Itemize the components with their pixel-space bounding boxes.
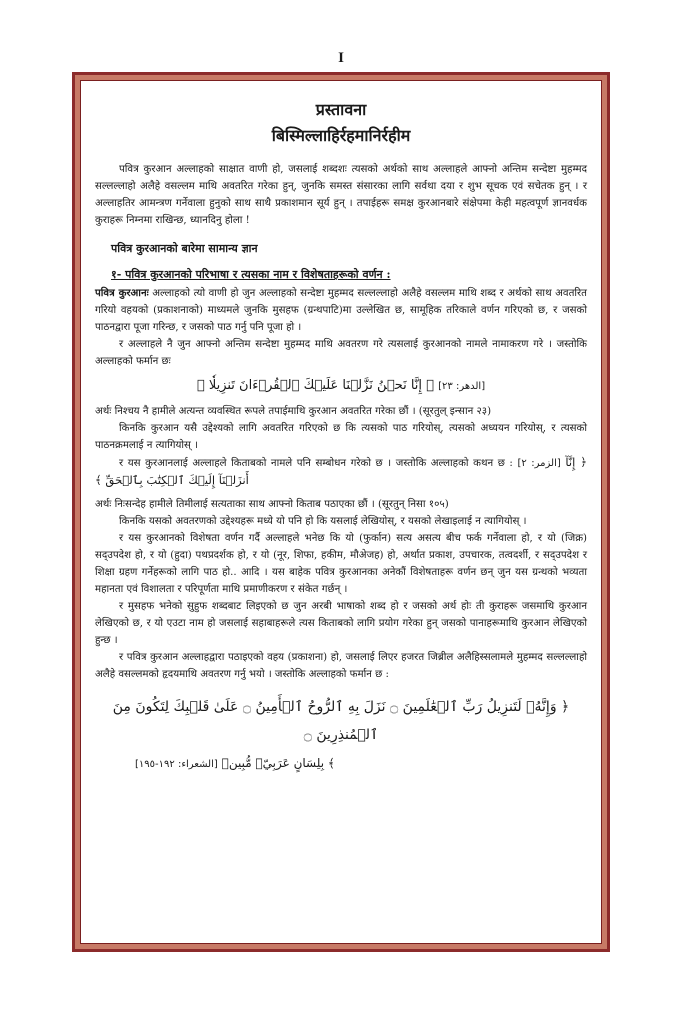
kitab-intro-text: र यस कुरआनलाई अल्लाहले किताबको नामले पनि सम्बोधन गरेको छ । जस्तोकि अल्लाहको कथन छ :: [119, 458, 513, 469]
verse-2-reference: [الزمر: ٢]: [517, 458, 561, 469]
subsection-heading: १- पवित्र कुरआनको परिभाषा र त्यसका नाम र विशेषताहरूको वर्णन :: [111, 268, 391, 281]
page-content: [80, 80, 602, 944]
decorative-page-frame: [72, 72, 610, 952]
kitab-paragraph: [95, 454, 587, 490]
page-number: I: [338, 50, 344, 66]
qualities-paragraph: र यस कुरआनको विशेषता वर्णन गर्दै अल्लाहले भनेछ कि यो (फुर्कान) सत्य असत्य बीच फर्क गर्नेवाला हो, र यो (जिक्र) सद्उपदेश हो, र यो (हुदा) पथप्रदर्शक हो, र यो (नूर, शिफा, हकीम, मौअेजह) हो, अर्थात प्रकाश, उपचारक, तत्वदर्शी, र सद्उपदेश र शिक्षा ग्रहण गर्नेहरूको लागि पाठ हो.. आदि । यस बाहेक पवित्र कुरआनका अनेकौं विशेषताहरू वर्णन छन् जुन यस ग्रन्थको भव्यता महानता एवं विशालता र परिपूर्णता माथि प्रमाणीकरण र संकेत गर्छन् ।: [95, 533, 587, 595]
verse-2-text: ﴿ إِنَّآ أَنزَلۡنَآ إِلَيۡكَ ٱلۡكِتَٰبَ بِٱلۡحَقِّ ﴾: [95, 455, 587, 487]
definition-lead: पवित्र कुरआनः: [95, 287, 149, 299]
quran-verse-3: ﴿ وَإِنَّهُۥ لَتَنزِيلُ رَبِّ ٱلۡعَٰلَمِينَ ۝ نَزَلَ بِهِ ٱلرُّوحُ ٱلۡأَمِينُ ۝ عَلَىٰ قَلۡبِكَ لِتَكُونَ مِنَ ٱلۡمُنذِرِينَ ۝: [112, 699, 570, 743]
verse-1-text: ﴿ إِنَّا نَحۡنُ نَزَّلۡنَا عَلَيۡكَ ٱلۡقُرۡءَانَ تَنزِيلٗا ﴾: [196, 378, 434, 393]
definition-text: अल्लाहको त्यो वाणी हो जुन अल्लाहको सन्देष्टा मुहम्मद सल्लल्लाहो अलैहे वसल्लम माथि शब्द र अर्थको साथ अवतरित गरियो वहयको (प्रकाशनाको) माध्यमले जुनकि मुसहफ (ग्रन्थपाटि)मा उल्लेखित छ, सामूहिक तरिकाले वर्णन गरिएको छ, र जसको पाठनद्वारा पूजा गरिन्छ, र जसको पाठ गर्नु पनि पूजा हो ।: [95, 288, 587, 333]
purpose-2-paragraph: किनकि यसको अवतरणको उद्देश्यहरू मध्ये यो पनि हो कि यसलाई लेखियोस्, र यसको लेखाइलाई न त्यागियोस् ।: [119, 516, 527, 527]
meaning-1-paragraph: अर्थः निश्चय नै हामीले अत्यन्त व्यवस्थित रूपले तपाईमाथि कुरआन अवतरित गरेका छौं । (सूरतुल् इन्सान २३): [95, 406, 492, 417]
purpose-1-paragraph: किनकि कुरआन यसै उद्देश्यको लागि अवतरित गरिएको छ कि त्यसको पाठ गरियोस्, त्यसको अध्ययन गरियोस्, र त्यसको पाठनक्रमलाई न त्यागियोस् ।: [95, 423, 587, 451]
quran-verse-3-end: [135, 751, 587, 777]
page-title: प्रस्तावना: [315, 100, 367, 119]
verse-3-reference: [الشعراء: ١٩٢-١٩٥]: [135, 759, 218, 770]
definition-paragraph: [95, 285, 587, 336]
verse-1-reference: [الدهر: ٢٣]: [438, 381, 486, 392]
page-subtitle: बिस्मिल्लाहिर्रहमानिर्रहीम: [271, 126, 411, 145]
meaning-2-paragraph: अर्थः निःसन्देह हामीले तिमीलाई सत्यताका साथ आफ्नो किताब पठाएका छौं । (सूरतुन् निसा १०५): [95, 499, 449, 510]
naming-paragraph: र अल्लाहले नै जुन आफ्नो अन्तिम सन्देष्टा मुहम्मद माथि अवतरण गरे त्यसलाई कुरआनको नामले नामाकरण गरे । जस्तोकि अल्लाहको फर्मान छः: [95, 339, 587, 367]
intro-paragraph: पवित्र कुरआन अल्लाहको साक्षात वाणी हो, जसलाई शब्दशः त्यसको अर्थको साथ अल्लाहले आफ्नो अन्तिम सन्देष्टा मुहम्मद सल्लल्लाहो अलैहे वसल्लम माथि अवतरित गरेका हुन्, जुनकि समस्त संसारका लागि सर्वथा दया र शुभ सूचक एवं सचेतक हुन् । र अल्लाहतिर आमन्त्रण गर्नेवाला हुनुको साथ साथै प्रकाशमान सूर्य हुन् । तपाईहरू समक्ष कुरआनबारे संक्षेपमा केही महत्वपूर्ण ज्ञानवर्धक कुराहरू निम्नमा राखिन्छ, ध्यानदिनु होला !: [95, 164, 587, 226]
quran-verse-1: [95, 374, 587, 399]
mushaf-paragraph: र मुसहफ भनेको सुहुफ शब्दबाट लिइएको छ जुन अरबी भाषाको शब्द हो र जसको अर्थ होः ती कुराहरू जसमाथि कुरआन लेखिएको छ, र यो एउटा नाम हो जसलाई सहाबाहरूले त्यस किताबको लागि प्रयोग गरेका हुन् जसको पानाहरूमाथि कुरआन लेखिएको हुन्छ ।: [95, 601, 587, 646]
verse-3-end-text: بِلِسَانٍ عَرَبِيّٖ مُّبِينٖ ﴾: [221, 756, 335, 770]
revelation-paragraph: र पवित्र कुरआन अल्लाहद्वारा पठाइएको वहय (प्रकाशना) हो, जसलाई लिएर हजरत जिब्रील अलैहिस्सलामले मुहम्मद सल्लल्लाहो अलैहे वसल्लमको हृदयमाथि अवतरण गर्नु भयो । जस्तोकि अल्लाहको फर्मान छ :: [95, 652, 587, 680]
section-heading: पवित्र कुरआनको बारेमा सामान्य ज्ञान: [111, 242, 258, 255]
